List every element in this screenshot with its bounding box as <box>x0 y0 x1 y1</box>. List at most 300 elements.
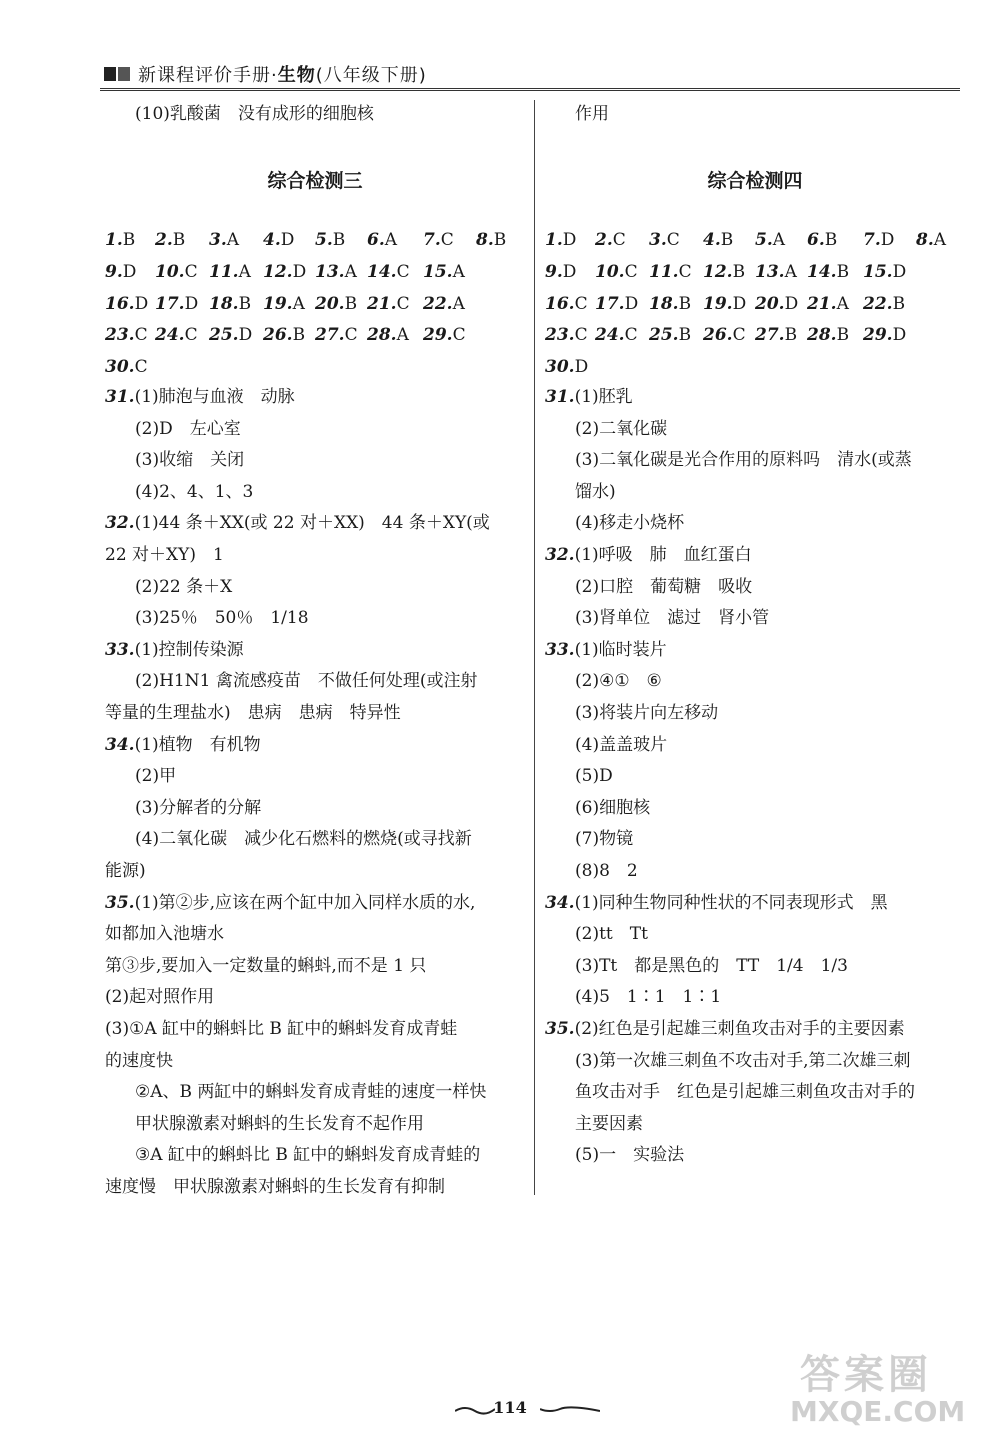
answer-item <box>155 292 198 316</box>
answer-choice: B <box>678 325 692 346</box>
answer-choice: C <box>440 230 454 250</box>
question-number: 11. <box>209 261 239 282</box>
question-number: 20. <box>315 293 345 314</box>
question-number: 9. <box>105 261 123 282</box>
answer-line <box>575 1112 643 1136</box>
answer-choice: B <box>720 230 734 250</box>
answer-item <box>863 228 894 252</box>
answer-item <box>863 323 906 347</box>
question-number: 5. <box>755 230 773 250</box>
question-number: 33. <box>545 639 575 660</box>
answer-choice: D <box>732 293 747 314</box>
answer-item <box>105 292 148 316</box>
answer-item <box>545 323 588 347</box>
answer-choice: C <box>732 325 746 346</box>
question-number: 5. <box>315 230 333 250</box>
answer-item <box>263 260 306 284</box>
answer-text: (2)tt Tt <box>575 924 648 945</box>
top-line: 作用 <box>575 104 609 124</box>
answer-choice: A <box>396 325 409 346</box>
answer-item <box>423 323 466 347</box>
answer-item <box>315 323 358 347</box>
answer-text: (4)移走小烧杯 <box>575 513 685 534</box>
question-number: 11. <box>649 261 679 282</box>
answer-text: (1)呼吸 肺 血红蛋白 <box>574 545 752 565</box>
answer-choice: A <box>452 293 465 314</box>
answer-line <box>575 985 721 1009</box>
answer-choice: C <box>396 293 410 314</box>
answer-item <box>545 228 576 252</box>
answer-item <box>863 292 905 316</box>
answer-line <box>105 511 490 535</box>
answer-text: (3)收缩 关闭 <box>135 450 245 471</box>
answer-line <box>575 796 650 820</box>
question-number: 35. <box>105 892 135 913</box>
answer-choice: D <box>280 230 295 250</box>
answer-line <box>575 954 848 978</box>
question-number: 19. <box>703 293 733 314</box>
question-number: 22. <box>423 293 453 314</box>
answer-choice: B <box>678 293 692 314</box>
question-number: 19. <box>263 293 293 314</box>
question-number: 33. <box>105 639 135 660</box>
answer-choice: D <box>562 230 577 250</box>
answer-item <box>649 292 691 316</box>
answer-line <box>105 385 295 409</box>
answer-text: (1)44 条＋XX(或 22 对＋XX) 44 条＋XY(或 <box>134 513 490 534</box>
answer-item <box>315 228 345 252</box>
question-number: 13. <box>315 261 345 282</box>
column-divider <box>534 100 535 1195</box>
answer-item <box>595 228 626 252</box>
question-number: 27. <box>315 325 345 346</box>
answer-choice: B <box>172 230 186 250</box>
question-number: 1. <box>105 230 123 250</box>
answer-text: (2)起对照作用 <box>105 987 215 1008</box>
question-number: 30. <box>545 357 575 378</box>
answer-line <box>135 1112 424 1136</box>
answer-choice: C <box>612 230 626 250</box>
answer-line <box>135 575 232 599</box>
answer-line <box>545 891 888 915</box>
answer-item <box>155 228 185 252</box>
answer-line <box>105 1049 173 1073</box>
question-number: 4. <box>703 230 721 250</box>
answer-choice: D <box>292 261 307 282</box>
answer-text: (3)二氧化碳是光合作用的原料吗 清水(或蒸 <box>575 450 912 471</box>
answer-line <box>135 1080 486 1104</box>
answer-text: (2)甲 <box>135 766 177 787</box>
header-title <box>138 61 427 87</box>
answer-text: (1)肺泡与血液 动脉 <box>134 387 295 407</box>
question-number: 10. <box>595 261 625 282</box>
answer-line <box>575 701 718 725</box>
question-number: 18. <box>649 293 679 314</box>
answer-text: ②A、B 两缸中的蝌蚪发育成青蛙的速度一样快 <box>135 1082 487 1103</box>
answer-line <box>135 669 477 693</box>
question-number: 21. <box>367 293 397 314</box>
watermark-en: MXQE.COM <box>790 1395 966 1428</box>
question-number: 32. <box>105 513 135 534</box>
question-number: 10. <box>155 261 185 282</box>
answer-item <box>649 323 691 347</box>
question-number: 3. <box>209 230 227 250</box>
answer-item <box>209 260 251 284</box>
question-number: 25. <box>649 325 679 346</box>
answer-text: 甲状腺激素对蝌蚪的生长发育不起作用 <box>135 1113 424 1134</box>
answer-choice: C <box>452 325 466 346</box>
question-number: 2. <box>595 230 613 250</box>
answer-item <box>315 292 357 316</box>
question-number: 34. <box>105 734 135 755</box>
question-number: 8. <box>916 230 934 250</box>
answer-line <box>135 1143 480 1167</box>
answer-item <box>703 260 745 284</box>
watermark-cn: 答案圈 <box>800 1352 932 1398</box>
answer-line <box>105 543 224 567</box>
answer-row <box>545 260 965 284</box>
answer-item <box>209 228 239 252</box>
answer-item <box>209 292 251 316</box>
answer-choice: D <box>134 293 149 314</box>
answer-choice: B <box>292 325 306 346</box>
subject-label: 生物 <box>277 65 316 86</box>
question-number: 22. <box>863 293 893 314</box>
answer-item <box>807 292 849 316</box>
answer-text: (5)D <box>575 766 613 787</box>
answer-line <box>575 448 912 472</box>
answer-choice: A <box>836 293 849 314</box>
answer-item <box>595 260 638 284</box>
answer-row <box>105 260 525 284</box>
answer-text: (1)临时装片 <box>574 639 667 660</box>
answer-line <box>105 733 261 757</box>
section-title: 综合检测三 <box>267 170 363 192</box>
question-number: 8. <box>476 230 494 250</box>
answer-text: (3)将装片向左移动 <box>575 703 719 723</box>
answer-choice: C <box>624 325 638 346</box>
answer-line <box>575 733 667 757</box>
answer-line <box>135 448 244 472</box>
answer-line <box>105 701 401 725</box>
answer-text: 如都加入池塘水 <box>105 924 224 945</box>
answer-row <box>105 228 525 252</box>
answer-choice: B <box>493 230 507 250</box>
answer-item <box>649 260 692 284</box>
answer-row <box>545 355 965 379</box>
answer-line <box>545 638 667 662</box>
answer-item <box>755 292 798 316</box>
answer-choice: C <box>184 325 198 346</box>
answer-choice: D <box>880 230 895 250</box>
answer-line <box>105 859 146 883</box>
answer-item <box>263 323 305 347</box>
answer-choice: C <box>574 293 588 314</box>
book-logo-icon <box>104 64 132 82</box>
question-number: 26. <box>703 325 733 346</box>
answer-text: (4)盖盖玻片 <box>575 734 668 755</box>
answer-item <box>423 260 465 284</box>
answer-choice: B <box>836 325 850 346</box>
answer-text: 能源) <box>105 861 146 881</box>
question-number: 7. <box>863 230 881 250</box>
answer-text: (5)一 实验法 <box>575 1145 685 1166</box>
top-line: (10)乳酸菌 没有成形的细胞核 <box>135 104 374 124</box>
answer-choice: D <box>184 293 199 314</box>
answer-item <box>367 292 410 316</box>
question-number: 6. <box>367 230 385 250</box>
answer-item <box>807 228 837 252</box>
footer-ornament-right-icon <box>540 1403 600 1415</box>
answer-choice: D <box>624 293 639 314</box>
question-number: 24. <box>155 325 185 346</box>
question-number: 17. <box>595 293 625 314</box>
section-title: 综合检测四 <box>707 170 803 192</box>
question-number: 13. <box>755 261 785 282</box>
question-number: 12. <box>263 261 293 282</box>
answer-line <box>575 1080 915 1104</box>
answer-item <box>155 260 198 284</box>
page-number: 114 <box>493 1398 527 1417</box>
answer-item <box>916 228 946 252</box>
answer-text: (1)同种生物同种性状的不同表现形式 黑 <box>574 892 888 913</box>
question-number: 16. <box>545 293 575 314</box>
answer-row <box>545 228 965 252</box>
answer-text: (2)22 条＋X <box>135 576 233 597</box>
answer-choice: D <box>574 357 589 378</box>
answer-item <box>649 228 680 252</box>
answer-choice: D <box>892 325 907 346</box>
question-number: 28. <box>367 325 397 346</box>
question-number: 14. <box>807 261 837 282</box>
answer-line <box>575 480 616 504</box>
answer-choice: C <box>666 230 680 250</box>
answer-line <box>575 417 667 441</box>
question-number: 16. <box>105 293 135 314</box>
answer-line <box>545 543 752 567</box>
answer-choice: B <box>836 261 850 282</box>
answer-text: (4)2、4、1、3 <box>135 481 254 502</box>
answer-line <box>135 480 253 504</box>
watermark <box>780 1343 970 1433</box>
answer-text: (2)H1N1 禽流感疫苗 不做任何处理(或注射 <box>135 671 478 692</box>
answer-item <box>703 228 733 252</box>
answer-item <box>105 260 136 284</box>
answer-item <box>367 323 409 347</box>
question-number: 7. <box>423 230 441 250</box>
answer-item <box>367 260 410 284</box>
answer-text: (1)第②步,应该在两个缸中加入同样水质的水, <box>134 892 476 913</box>
answer-line <box>575 606 769 630</box>
answer-text: (2)二氧化碳 <box>575 418 668 439</box>
answer-item <box>595 323 638 347</box>
answer-choice: B <box>344 293 358 314</box>
answer-text: (8)8 2 <box>575 861 638 881</box>
question-number: 6. <box>807 230 825 250</box>
question-number: 29. <box>863 325 893 346</box>
answer-text: 等量的生理盐水) 患病 患病 特异性 <box>105 703 401 723</box>
answer-text: 22 对＋XY) 1 <box>105 545 224 565</box>
answer-choice: A <box>384 230 398 250</box>
answer-choice: A <box>292 293 305 314</box>
answer-text: 主要因素 <box>575 1113 643 1134</box>
answer-text: (2)D 左心室 <box>135 418 241 439</box>
answer-text: (3)分解者的分解 <box>135 797 262 818</box>
answer-item <box>476 228 506 252</box>
answer-choice: D <box>562 261 577 282</box>
answer-text: 速度慢 甲状腺激素对蝌蚪的生长发育有抑制 <box>105 1177 445 1197</box>
answer-choice: A <box>772 230 786 250</box>
answer-text: (3)①A 缸中的蝌蚪比 B 缸中的蝌蚪发育成青蛙 <box>105 1019 458 1039</box>
answer-text: (1)植物 有机物 <box>134 734 261 755</box>
answer-item <box>703 292 746 316</box>
answer-line <box>135 827 472 851</box>
answer-text: (3)肾单位 滤过 肾小管 <box>575 608 770 629</box>
answer-item <box>755 228 785 252</box>
answer-item <box>807 260 849 284</box>
answer-line <box>105 891 475 915</box>
answer-choice: A <box>344 261 357 282</box>
answer-text: (3)第一次雄三刺鱼不攻击对手,第二次雄三刺 <box>575 1050 911 1071</box>
answer-line <box>135 417 241 441</box>
answer-line <box>575 1049 910 1073</box>
question-number: 23. <box>105 325 135 346</box>
question-number: 14. <box>367 261 397 282</box>
answer-item <box>545 355 588 379</box>
answer-text: (3)25％ 50％ 1/18 <box>135 608 309 629</box>
question-number: 15. <box>863 261 893 282</box>
answer-item <box>263 228 294 252</box>
answer-line <box>575 764 613 788</box>
answer-choice: B <box>238 293 252 314</box>
question-number: 31. <box>105 387 135 407</box>
answer-choice: B <box>732 261 746 282</box>
question-number: 35. <box>545 1019 575 1039</box>
question-number: 2. <box>155 230 173 250</box>
answer-item <box>545 260 576 284</box>
answer-line <box>575 922 648 946</box>
answer-item <box>105 228 135 252</box>
answer-line <box>105 985 214 1009</box>
question-number: 4. <box>263 230 281 250</box>
answer-line <box>135 764 176 788</box>
answer-item <box>155 323 198 347</box>
answer-line <box>575 859 638 883</box>
answer-line <box>105 638 244 662</box>
question-number: 29. <box>423 325 453 346</box>
answer-line <box>135 796 261 820</box>
answer-line <box>575 511 684 535</box>
answer-item <box>755 323 797 347</box>
answer-text: (2)红色是引起雄三刺鱼攻击对手的主要因素 <box>574 1019 905 1039</box>
question-number: 23. <box>545 325 575 346</box>
question-number: 34. <box>545 892 575 913</box>
book-title: 新课程评价手册· <box>138 65 278 86</box>
answer-text: 的速度快 <box>105 1050 173 1071</box>
answer-choice: B <box>122 230 136 250</box>
answer-choice: B <box>892 293 906 314</box>
question-number: 28. <box>807 325 837 346</box>
answer-row <box>545 292 965 316</box>
answer-choice: C <box>396 261 410 282</box>
answer-item <box>367 228 397 252</box>
question-number: 25. <box>209 325 239 346</box>
answer-text: ③A 缸中的蝌蚪比 B 缸中的蝌蚪发育成青蛙的 <box>135 1145 481 1166</box>
question-number: 26. <box>263 325 293 346</box>
question-number: 20. <box>755 293 785 314</box>
question-number: 15. <box>423 261 453 282</box>
answer-choice: C <box>184 261 198 282</box>
grade-label: (八年级下册) <box>315 65 427 86</box>
answer-item <box>263 292 305 316</box>
answer-line <box>105 1017 457 1041</box>
question-number: 12. <box>703 261 733 282</box>
answer-item <box>545 292 588 316</box>
question-number: 21. <box>807 293 837 314</box>
question-number: 24. <box>595 325 625 346</box>
answer-choice: A <box>238 261 251 282</box>
answer-choice: A <box>784 261 797 282</box>
answer-line <box>105 1175 445 1199</box>
answer-choice: D <box>238 325 253 346</box>
answer-choice: C <box>624 261 638 282</box>
question-number: 32. <box>545 545 575 565</box>
question-number: 27. <box>755 325 785 346</box>
answer-choice: C <box>344 325 358 346</box>
answer-item <box>315 260 357 284</box>
answer-choice: D <box>892 261 907 282</box>
question-number: 3. <box>649 230 667 250</box>
answer-line <box>575 827 633 851</box>
question-number: 30. <box>105 357 135 378</box>
answer-line <box>545 1017 905 1041</box>
answer-choice: A <box>452 261 465 282</box>
answer-row <box>545 323 965 347</box>
answer-text: 鱼攻击对手 红色是引起雄三刺鱼攻击对手的 <box>575 1082 915 1103</box>
question-number: 9. <box>545 261 563 282</box>
answer-line <box>575 1143 684 1167</box>
answer-choice: B <box>824 230 838 250</box>
answer-item <box>703 323 746 347</box>
answer-line <box>135 606 309 630</box>
answer-text: (2)口腔 葡萄糖 吸收 <box>575 576 753 597</box>
answer-text: (4)二氧化碳 减少化石燃料的燃烧(或寻找新 <box>135 829 472 850</box>
answer-choice: B <box>784 325 798 346</box>
answer-text: (2)④① ⑥ <box>575 671 662 692</box>
answer-item <box>755 260 797 284</box>
answer-text: (7)物镜 <box>575 829 634 850</box>
question-number: 31. <box>545 387 575 407</box>
answer-item <box>423 292 465 316</box>
answer-text: (4)5 1∶1 1∶1 <box>575 987 722 1008</box>
answer-text: 馏水) <box>575 481 616 502</box>
answer-item <box>209 323 252 347</box>
answer-item <box>423 228 454 252</box>
answer-choice: D <box>784 293 799 314</box>
answer-text: (1)控制传染源 <box>134 639 244 660</box>
answer-line <box>105 954 426 978</box>
answer-item <box>595 292 638 316</box>
answer-item <box>105 323 148 347</box>
answer-row <box>105 355 525 379</box>
answer-row <box>105 323 525 347</box>
answer-choice: D <box>122 261 137 282</box>
answer-text: (1)胚乳 <box>574 387 633 407</box>
question-number: 17. <box>155 293 185 314</box>
answer-text: 第③步,要加入一定数量的蝌蚪,而不是 1 只 <box>105 955 427 976</box>
question-number: 1. <box>545 230 563 250</box>
answer-line <box>105 922 224 946</box>
